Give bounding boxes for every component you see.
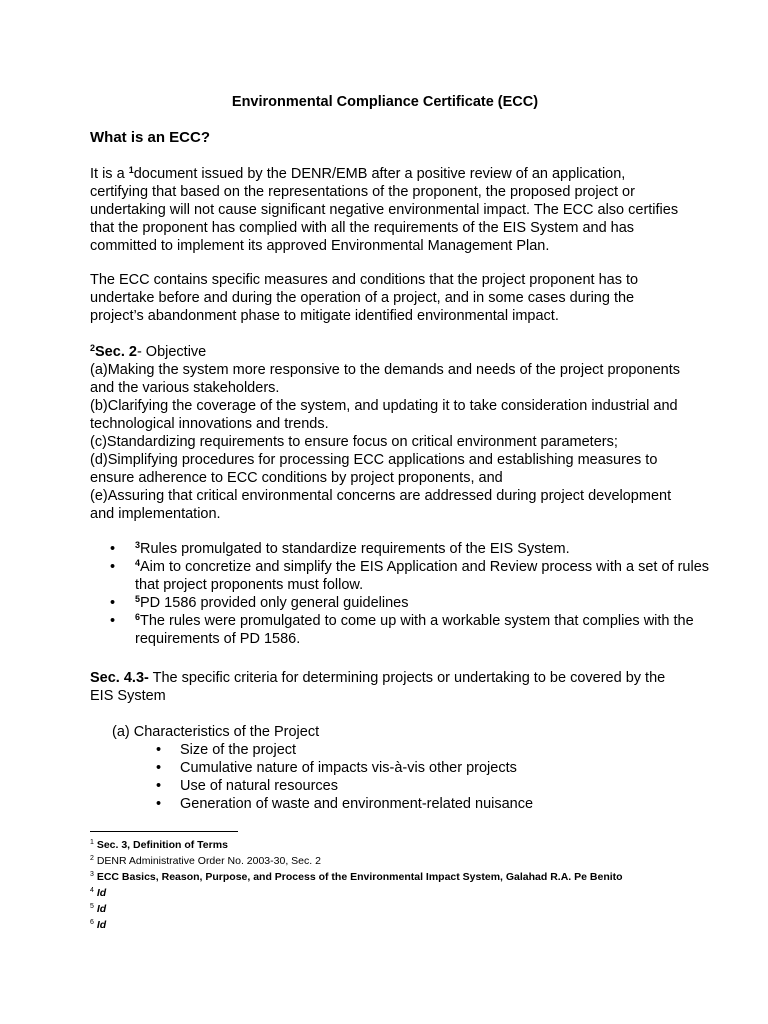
footnote-number: 2 — [90, 855, 94, 862]
section-2-title: - Objective — [136, 344, 207, 360]
rules-bullet-list — [90, 540, 725, 648]
list-item: • Generation of waste and environment-related nuisance — [180, 795, 680, 813]
footnote-ref-1: 1 — [128, 165, 134, 175]
footnote-4 — [90, 885, 623, 901]
bullet-text: The rules were promulgated to come up with a workable system that complies with the requirements of PD 1586. — [135, 613, 694, 647]
section-2-objective — [90, 343, 680, 523]
section-4-3 — [90, 669, 680, 705]
footnote-text: Id — [96, 919, 107, 931]
section-2-label: Sec. 2 — [95, 344, 137, 360]
footnote-text: DENR Administrative Order No. 2003-30, Sec. 2 — [96, 855, 321, 867]
footnote-1 — [90, 837, 623, 853]
para1-lead: It is a — [90, 166, 129, 182]
list-item: • Use of natural resources — [180, 777, 680, 795]
ecc-measures-paragraph: The ECC contains specific measures and conditions that the project proponent has to undertake before and during the operation of a project, and in some cases during the project’s abandonment phase to mitigate identified environmental impact. — [90, 272, 639, 324]
footnote-number: 6 — [90, 919, 94, 926]
footnote-text: ECC Basics, Reason, Purpose, and Process of the Environmental Impact System, Galahad R.A. Pe Benito — [96, 871, 623, 883]
footnote-separator — [90, 831, 238, 832]
section-4-3-text: The specific criteria for determining projects or undertaking to be covered by the EIS System — [90, 670, 666, 704]
section-2-heading — [90, 343, 680, 361]
footnote-number: 3 — [90, 871, 94, 878]
bullet-text: PD 1586 provided only general guidelines — [140, 595, 409, 611]
characteristics-list — [180, 741, 680, 813]
objective-item-d: (d)Simplifying procedures for processing ECC applications and establishing measures to ensure adherence to ECC conditions by project proponents, and — [90, 452, 658, 486]
objective-item-c: (c)Standardizing requirements to ensure focus on critical environment parameters; — [90, 434, 618, 450]
document-title: Environmental Compliance Certificate (ECC) — [231, 94, 539, 110]
footnote-ref-5: 5 — [135, 594, 141, 604]
list-item — [135, 540, 725, 558]
section-4-3-label: Sec. 4.3- — [90, 670, 149, 686]
characteristics-title: (a) Characteristics of the Project — [112, 724, 320, 740]
footnote-6 — [90, 917, 623, 933]
section-question: What is an ECC? — [90, 129, 211, 146]
bullet-text: Rules promulgated to standardize requirements of the EIS System. — [140, 541, 570, 557]
footnote-ref-4: 4 — [135, 558, 141, 568]
footnote-ref-3: 3 — [135, 540, 141, 550]
list-item — [135, 594, 725, 612]
objective-item-e: (e)Assuring that critical environmental concerns are addressed during project development and implementation. — [90, 488, 672, 522]
footnote-number: 1 — [90, 839, 94, 846]
bullet-text: Aim to concretize and simplify the EIS Application and Review process with a set of rules that project proponents must follow. — [135, 559, 710, 593]
footnote-ref-6: 6 — [135, 612, 141, 622]
footnote-number: 5 — [90, 903, 94, 910]
footnote-2 — [90, 853, 623, 869]
footnote-3 — [90, 869, 623, 885]
objective-item-a: (a)Making the system more responsive to the demands and needs of the project proponents and the various stakeholders. — [90, 362, 680, 396]
para1-body: document issued by the DENR/EMB after a positive review of an application, certifying that based on the representations of the proponent, the proposed project or undertaking will not cause significant negative environmental impact. The ECC also certifies that the proponent has complied with all the requirements of the EIS System and has committed to implement its approved Environmental Management Plan. — [90, 166, 679, 254]
footnotes — [90, 837, 623, 933]
list-item: • Size of the project — [180, 741, 680, 759]
ecc-definition-paragraph — [90, 165, 680, 255]
list-item — [135, 612, 725, 648]
footnote-text: Id — [96, 903, 107, 915]
footnote-text: Sec. 3, Definition of Terms — [96, 839, 228, 851]
footnote-ref-2: 2 — [90, 343, 96, 353]
footnote-5 — [90, 901, 623, 917]
list-item — [135, 558, 725, 594]
footnote-text: Id — [96, 887, 107, 899]
footnote-number: 4 — [90, 887, 94, 894]
list-item: • Cumulative nature of impacts vis-à-vis other projects — [180, 759, 680, 777]
objective-item-b: (b)Clarifying the coverage of the system, and updating it to take consideration industrial and technological innovations and trends. — [90, 398, 678, 432]
